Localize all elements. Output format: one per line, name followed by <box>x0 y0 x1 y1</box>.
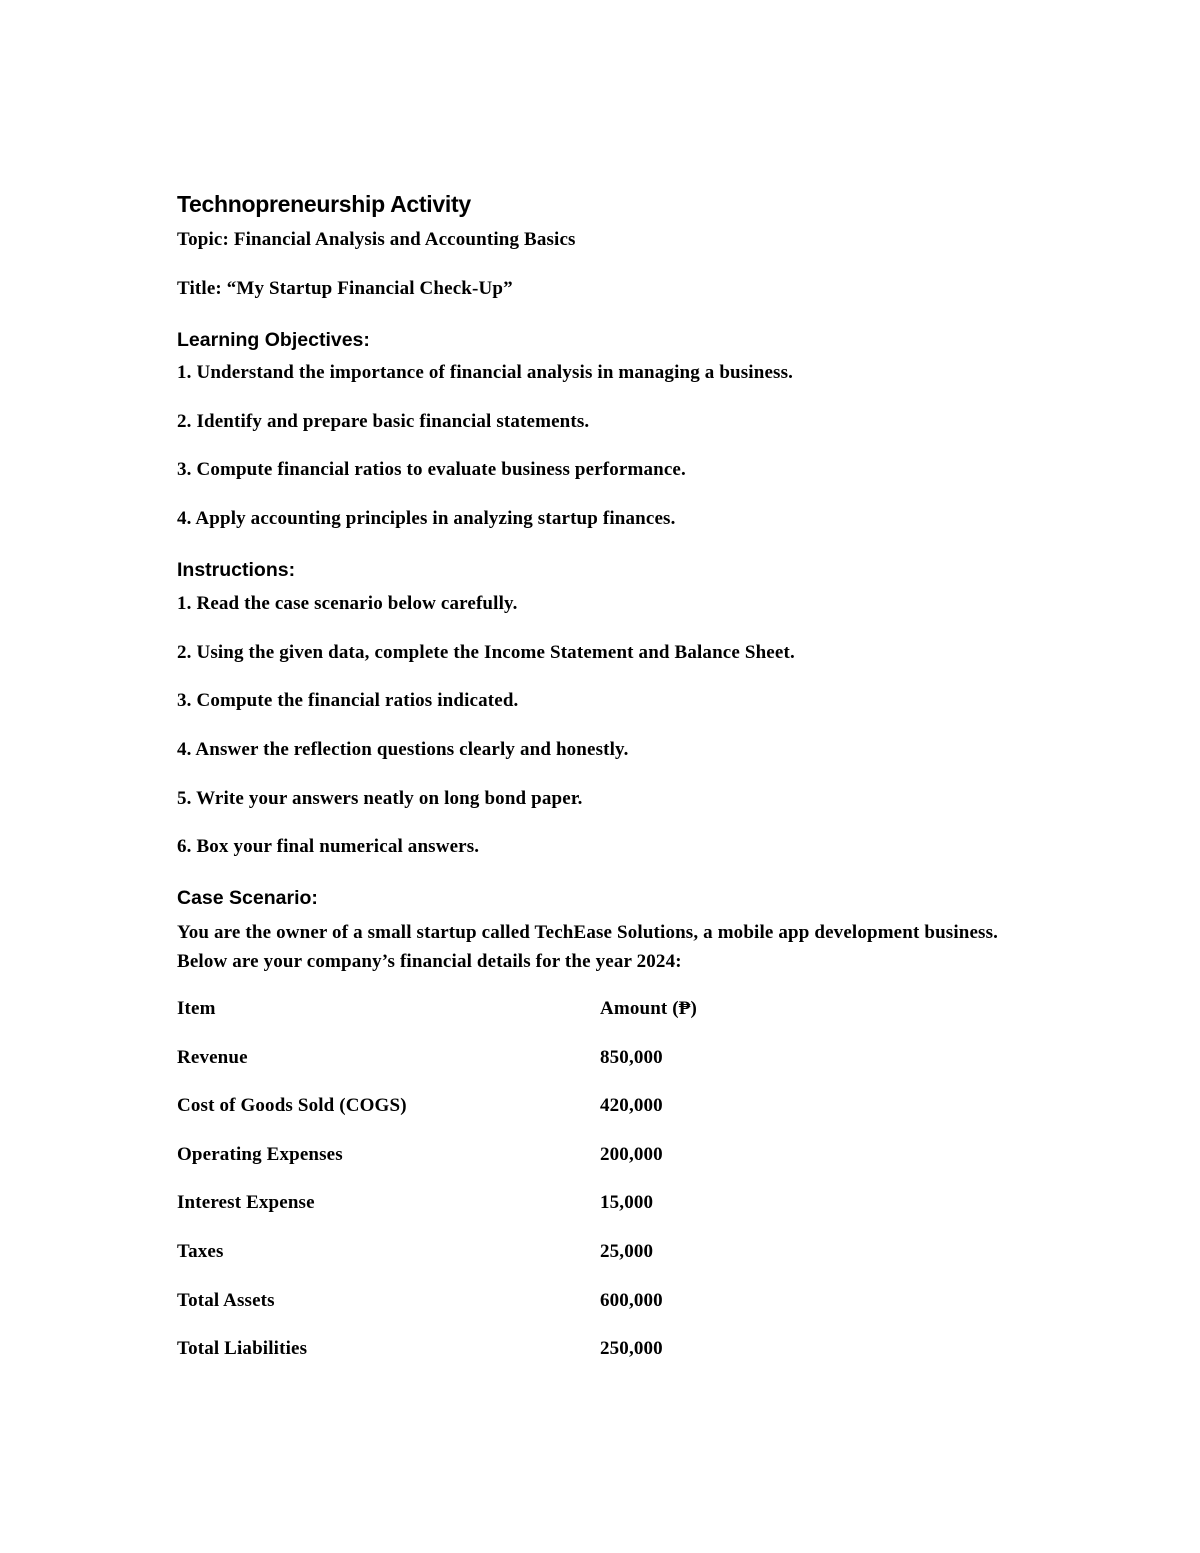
case-scenario-heading: Case Scenario: <box>177 887 318 909</box>
instruction-item: 4. Answer the reflection questions clearly and honestly. <box>177 739 629 760</box>
table-row-amount: 15,000 <box>600 1192 654 1213</box>
objective-item: 2. Identify and prepare basic financial statements. <box>177 411 590 432</box>
instructions-heading: Instructions: <box>177 559 296 581</box>
table-row-amount: 600,000 <box>600 1290 663 1311</box>
instruction-item: 1. Read the case scenario below carefully. <box>177 593 518 614</box>
learning-objectives-heading: Learning Objectives: <box>177 329 370 351</box>
table-row-amount: 200,000 <box>600 1144 663 1165</box>
objective-item: 1. Understand the importance of financial analysis in managing a business. <box>177 362 794 383</box>
topic-line: Topic: Financial Analysis and Accounting Basics <box>177 229 576 250</box>
table-row-item: Interest Expense <box>177 1192 315 1213</box>
table-header-item: Item <box>177 998 216 1019</box>
table-row-amount: 25,000 <box>600 1241 654 1262</box>
instruction-item: 5. Write your answers neatly on long bond paper. <box>177 788 583 809</box>
table-row-item: Revenue <box>177 1047 248 1068</box>
table-row-amount: 250,000 <box>600 1338 663 1359</box>
table-row-item: Taxes <box>177 1241 224 1262</box>
objective-item: 3. Compute financial ratios to evaluate business performance. <box>177 459 686 480</box>
table-row-item: Operating Expenses <box>177 1144 343 1165</box>
table-row-amount: 420,000 <box>600 1095 663 1116</box>
table-row-amount: 850,000 <box>600 1047 663 1068</box>
table-row-item: Cost of Goods Sold (COGS) <box>177 1095 407 1116</box>
table-row-item: Total Assets <box>177 1290 275 1311</box>
activity-title-line: Title: “My Startup Financial Check-Up” <box>177 278 513 299</box>
document-title: Technopreneurship Activity <box>177 191 471 217</box>
objective-item: 4. Apply accounting principles in analyzing startup finances. <box>177 508 676 529</box>
instruction-item: 2. Using the given data, complete the Income Statement and Balance Sheet. <box>177 642 795 663</box>
instruction-item: 6. Box your final numerical answers. <box>177 836 480 857</box>
table-header-amount: Amount (₱) <box>600 998 698 1019</box>
table-row-item: Total Liabilities <box>177 1338 308 1359</box>
instruction-item: 3. Compute the financial ratios indicated. <box>177 690 519 711</box>
case-scenario-text: You are the owner of a small startup called TechEase Solutions, a mobile app development business. Below are your company’s financial details for the year 2024: <box>177 922 999 972</box>
